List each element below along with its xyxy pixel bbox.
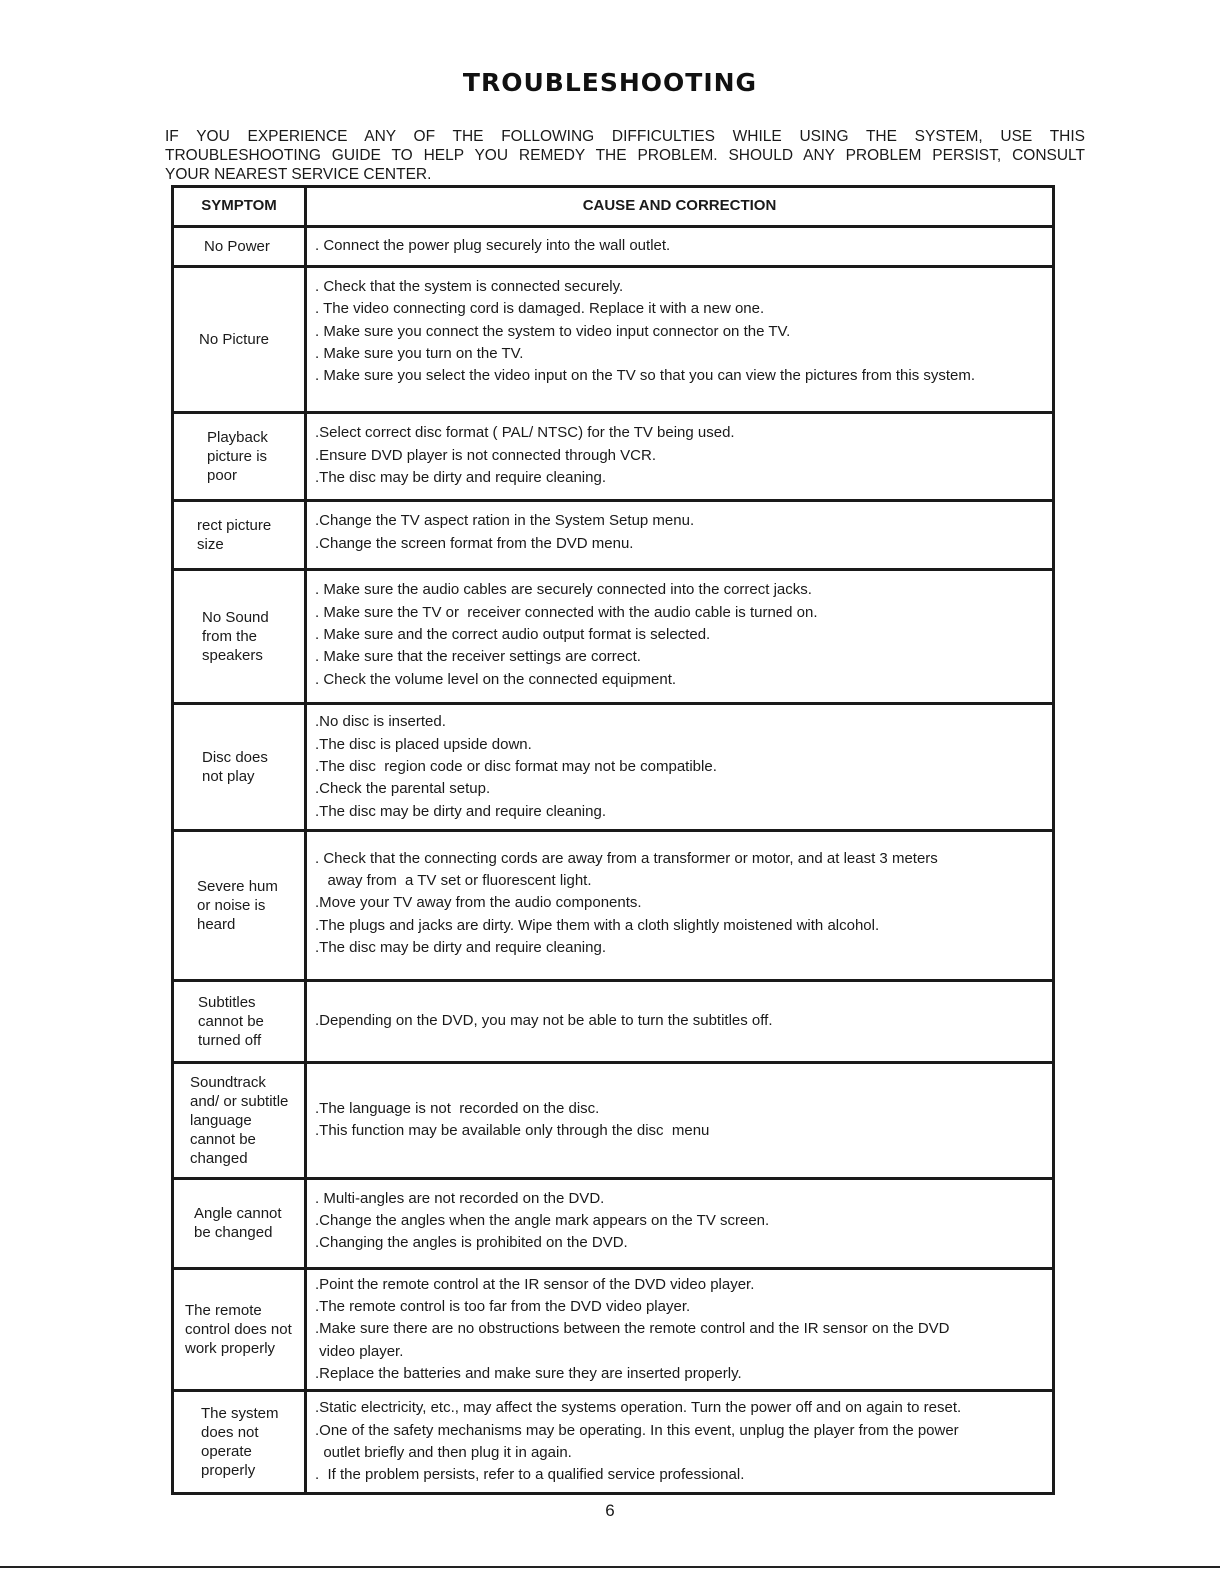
cause-item: .Change the TV aspect ration in the System Setup menu. — [315, 512, 695, 530]
table-header-row — [174, 188, 1052, 225]
cause-list — [315, 1188, 1052, 1255]
intro-line-3: YOUR NEAREST SERVICE CENTER. — [165, 166, 432, 183]
cause-item: away from a TV set or fluorescent light. — [315, 872, 592, 890]
cause-cell — [307, 265, 1052, 411]
symptom-cell — [174, 829, 307, 979]
cause-cell — [307, 702, 1052, 828]
cause-item: . Connect the power plug securely into the wall outlet. — [315, 237, 671, 255]
cause-list — [315, 1010, 1052, 1032]
cause-item: outlet briefly and then plug it in again. — [315, 1443, 572, 1461]
table-row — [174, 702, 1052, 828]
cause-item: . Make sure the audio cables are securely connected into the correct jacks. — [315, 581, 812, 599]
symptom-cell — [174, 702, 307, 828]
cause-list — [315, 276, 1052, 387]
cause-list — [315, 579, 1052, 690]
cause-item: .The remote control is too far from the DVD video player. — [315, 1298, 691, 1316]
cause-list — [315, 1274, 1052, 1385]
troubleshooting-table — [171, 185, 1055, 1495]
cause-item: . Make sure the TV or receiver connected with the audio cable is turned on. — [315, 603, 818, 621]
cause-item: .The disc may be dirty and require cleaning. — [315, 939, 606, 957]
cause-item: . If the problem persists, refer to a qualified service professional. — [315, 1466, 745, 1484]
symptom-cell — [174, 568, 307, 702]
cause-list — [315, 848, 1052, 959]
symptom-label: Disc does not play — [202, 749, 268, 786]
cause-cell — [307, 979, 1052, 1061]
symptom-label: The system does not operate properly — [201, 1404, 279, 1479]
cause-item: .Check the parental setup. — [315, 780, 491, 798]
cause-item: .Changing the angles is prohibited on the DVD. — [315, 1234, 628, 1252]
cause-item: .The disc may be dirty and require cleaning. — [315, 469, 606, 487]
symptom-label: No Picture — [199, 331, 270, 349]
cause-item: .Depending on the DVD, you may not be able to turn the subtitles off. — [315, 1012, 773, 1030]
symptom-cell — [174, 1177, 307, 1267]
cause-item: .Move your TV away from the audio components. — [315, 894, 642, 912]
cause-cell — [307, 1389, 1052, 1491]
cause-list — [315, 1397, 1052, 1486]
cause-item: video player. — [315, 1342, 404, 1360]
cause-item: . The video connecting cord is damaged. Replace it with a new one. — [315, 300, 765, 318]
cause-list — [315, 422, 1052, 489]
symptom-cell — [174, 1061, 307, 1177]
intro-line-2: TROUBLESHOOTING GUIDE TO HELP YOU REMEDY THE PROBLEM. SHOULD ANY PROBLEM PERSIST, CONSULT — [165, 147, 1085, 164]
cause-item: .The disc is placed upside down. — [315, 735, 532, 753]
symptom-cell — [174, 1389, 307, 1491]
cause-cell — [307, 225, 1052, 265]
cause-list — [315, 1098, 1052, 1143]
table-row — [174, 1267, 1052, 1389]
cause-item: .Ensure DVD player is not connected through VCR. — [315, 446, 657, 464]
cause-item: .This function may be available only through the disc menu — [315, 1122, 710, 1140]
cause-list — [315, 711, 1052, 822]
table-row — [174, 225, 1052, 265]
cause-cell — [307, 829, 1052, 979]
cause-item: . Check that the connecting cords are away from a transformer or motor, and at least 3 meters — [315, 849, 938, 867]
table-row — [174, 1389, 1052, 1491]
cause-item: .Select correct disc format ( PAL/ NTSC) for the TV being used. — [315, 424, 735, 442]
table-row — [174, 1061, 1052, 1177]
table-row — [174, 1177, 1052, 1267]
cause-item: .The language is not recorded on the disc. — [315, 1100, 600, 1118]
intro-paragraph — [165, 127, 1085, 184]
cause-cell — [307, 1177, 1052, 1267]
cause-cell — [307, 499, 1052, 568]
table-row — [174, 411, 1052, 499]
table-row — [174, 499, 1052, 568]
symptom-label: Severe hum or noise is heard — [197, 877, 278, 933]
cause-item: .The plugs and jacks are dirty. Wipe them with a cloth slightly moistened with alcohol. — [315, 916, 880, 934]
symptom-cell — [174, 225, 307, 265]
cause-item: . Check that the system is connected securely. — [315, 278, 624, 295]
cause-item: . Make sure that the receiver settings are correct. — [315, 648, 641, 666]
bottom-divider — [0, 1566, 1220, 1568]
table-row — [174, 265, 1052, 411]
page-number: 6 — [605, 1501, 615, 1520]
symptom-label: No Power — [204, 238, 270, 255]
cause-item: . Make sure and the correct audio output format is selected. — [315, 625, 711, 643]
symptom-cell — [174, 499, 307, 568]
symptom-cell — [174, 411, 307, 499]
symptom-label: The remote control does not work properly — [185, 1302, 292, 1358]
symptom-cell — [174, 1267, 307, 1389]
cause-cell — [307, 568, 1052, 702]
cause-item: . Make sure you select the video input on the TV so that you can view the pictures from this system. — [315, 367, 976, 385]
page-title: TROUBLESHOOTING — [462, 68, 758, 97]
cause-item: .Change the angles when the angle mark appears on the TV screen. — [315, 1212, 770, 1230]
cause-item: .Point the remote control at the IR sensor of the DVD video player. — [315, 1275, 755, 1293]
cause-list — [315, 510, 1052, 555]
cause-cell — [307, 1061, 1052, 1177]
cause-item: .No disc is inserted. — [315, 713, 446, 731]
table-row — [174, 829, 1052, 979]
intro-line-1: IF YOU EXPERIENCE ANY OF THE FOLLOWING DIFFICULTIES WHILE USING THE SYSTEM, USE THIS — [165, 128, 1085, 145]
symptom-label: rect picture size — [197, 517, 272, 554]
table-row — [174, 979, 1052, 1061]
cause-item: .The disc may be dirty and require cleaning. — [315, 802, 606, 820]
cause-item: .Change the screen format from the DVD menu. — [315, 534, 634, 552]
symptom-label: Soundtrack and/ or subtitle language cannot be changed — [190, 1073, 289, 1167]
symptom-label: Playback picture is poor — [207, 429, 268, 485]
symptom-label: Subtitles cannot be turned off — [198, 993, 264, 1049]
cause-item: . Make sure you turn on the TV. — [315, 344, 524, 362]
cause-cell — [307, 1267, 1052, 1389]
cause-item: .The disc region code or disc format may not be compatible. — [315, 757, 717, 775]
cause-item: .One of the safety mechanisms may be operating. In this event, unplug the player from the power — [315, 1421, 959, 1439]
symptom-header: SYMPTOM — [174, 188, 307, 225]
cause-item: . Multi-angles are not recorded on the DVD. — [315, 1189, 605, 1207]
symptom-cell — [174, 265, 307, 411]
cause-item: . Make sure you connect the system to video input connector on the TV. — [315, 322, 791, 340]
symptom-label: No Sound from the speakers — [202, 609, 269, 665]
cause-list — [315, 235, 1052, 257]
cause-cell — [307, 411, 1052, 499]
cause-item: .Make sure there are no obstructions between the remote control and the IR sensor on the DVD — [315, 1320, 950, 1338]
symptom-cell — [174, 979, 307, 1061]
table-row — [174, 568, 1052, 702]
cause-item: .Replace the batteries and make sure they are inserted properly. — [315, 1365, 742, 1383]
symptom-label: Angle cannot be changed — [194, 1205, 282, 1242]
cause-header: CAUSE AND CORRECTION — [582, 197, 777, 215]
cause-item: . Check the volume level on the connected equipment. — [315, 670, 677, 688]
cause-item: .Static electricity, etc., may affect the systems operation. Turn the power off and on again to reset. — [315, 1399, 962, 1417]
